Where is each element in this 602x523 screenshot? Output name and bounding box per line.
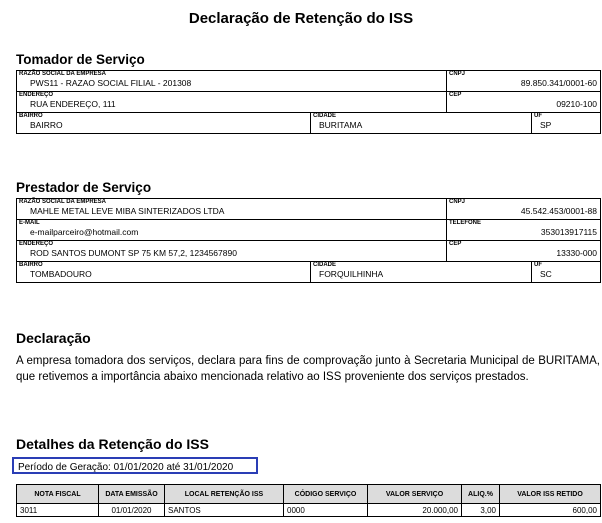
cell-codigo-servico: 0000 xyxy=(284,504,368,517)
tomador-bairro-cell xyxy=(17,113,311,134)
tomador-endereco-cell xyxy=(17,92,447,113)
field-label: CIDADE xyxy=(313,113,337,119)
field-label: TELEFONE xyxy=(449,220,482,226)
field-label: CIDADE xyxy=(313,262,337,268)
cell-nota-fiscal: 3011 xyxy=(17,504,99,517)
column-header: NOTA FISCAL xyxy=(17,485,99,504)
cidade-uf-split xyxy=(313,113,598,133)
cell-data-emissao: 01/01/2020 xyxy=(99,504,165,517)
retencao-table xyxy=(16,484,601,517)
detalhes-heading: Detalhes da Retenção do ISS xyxy=(16,436,209,452)
prestador-uf-cell xyxy=(532,262,599,282)
prestador-endereco-cell xyxy=(17,241,447,262)
field-label: CNPJ xyxy=(449,199,466,205)
field-label: E-MAIL xyxy=(19,220,40,226)
column-header: CÓDIGO SERVIÇO xyxy=(284,485,368,504)
tomador-cep-value: 09210-100 xyxy=(556,99,597,109)
column-header: VALOR ISS RETIDO xyxy=(500,485,601,504)
prestador-cnpj-cell xyxy=(447,199,601,220)
field-label: CEP xyxy=(449,92,462,98)
tomador-cep-cell xyxy=(447,92,601,113)
field-label: CNPJ xyxy=(449,71,466,77)
column-header: DATA EMISSÃO xyxy=(99,485,165,504)
prestador-razao-value: MAHLE METAL LEVE MIBA SINTERIZADOS LTDA xyxy=(30,206,225,216)
tomador-bairro-value: BAIRRO xyxy=(30,120,63,130)
field-label: BAIRRO xyxy=(19,262,43,268)
prestador-telefone-cell xyxy=(447,220,601,241)
declaracao-heading: Declaração xyxy=(16,330,91,346)
cell-valor-servico: 20.000,00 xyxy=(368,504,462,517)
prestador-cep-value: 13330-000 xyxy=(556,248,598,258)
document-title: Declaração de Retenção do ISS xyxy=(188,10,414,27)
column-header: LOCAL RETENÇÃO ISS xyxy=(165,485,284,504)
field-label: ENDEREÇO xyxy=(19,92,54,98)
field-label: ENDEREÇO xyxy=(19,241,54,247)
tomador-uf-value: SP xyxy=(540,120,552,130)
tomador-razao-value: PWS11 - RAZAO SOCIAL FILIAL - 201308 xyxy=(30,78,192,88)
declaracao-text: A empresa tomadora dos serviços, declara para fins de comprovação junto à Secretaria Municipal de BURITAMA, que retivemos a importância abaixo mencionada relativo ao ISS proveniente dos serviços prestados. xyxy=(16,355,600,383)
prestador-cidade-uf-cell xyxy=(311,262,601,283)
prestador-email-value: e-mailparceiro@hotmail.com xyxy=(30,227,139,237)
cidade-uf-split xyxy=(313,262,598,282)
prestador-bairro-value: TOMBADOURO xyxy=(30,269,92,279)
prestador-heading: Prestador de Serviço xyxy=(16,180,152,195)
field-label: CEP xyxy=(449,241,462,247)
tomador-heading: Tomador de Serviço xyxy=(16,52,145,67)
field-label: UF xyxy=(534,262,542,268)
prestador-table xyxy=(16,198,601,283)
field-label: UF xyxy=(534,113,542,119)
field-label: BAIRRO xyxy=(19,113,43,119)
prestador-endereco-value: ROD SANTOS DUMONT SP 75 KM 57,2, 1234567890 xyxy=(30,248,237,258)
field-label: RAZÃO SOCIAL DA EMPRESA xyxy=(19,71,107,77)
table-row xyxy=(17,504,601,517)
field-label: RAZÃO SOCIAL DA EMPRESA xyxy=(19,199,107,205)
tomador-table xyxy=(16,70,601,134)
tomador-cidade-value: BURITAMA xyxy=(319,120,363,130)
prestador-cep-cell xyxy=(447,241,601,262)
table-header-row xyxy=(17,485,601,504)
prestador-telefone-value: 353013917115 xyxy=(540,227,598,237)
prestador-cidade-value: FORQUILHINHA xyxy=(319,269,384,279)
tomador-uf-cell xyxy=(532,113,599,133)
cell-local-retencao: SANTOS xyxy=(165,504,284,517)
prestador-razao-cell xyxy=(17,199,447,220)
tomador-endereco-value: RUA ENDEREÇO, 111 xyxy=(30,99,116,109)
column-header: VALOR SERVIÇO xyxy=(368,485,462,504)
prestador-cnpj-value: 45.542.453/0001-88 xyxy=(520,206,598,216)
tomador-cidade-uf-cell xyxy=(311,113,601,134)
tomador-razao-cell xyxy=(17,71,447,92)
cell-valor-iss-retido: 600,00 xyxy=(500,504,601,517)
cell-aliquota: 3,00 xyxy=(462,504,500,517)
column-header: ALIQ.% xyxy=(462,485,500,504)
prestador-bairro-cell xyxy=(17,262,311,283)
tomador-cnpj-value: 89.850.341/0001-60 xyxy=(520,78,597,88)
prestador-email-cell xyxy=(17,220,447,241)
tomador-cidade-cell xyxy=(313,113,532,133)
periodo-geracao: Período de Geração: 01/01/2020 até 31/01/2020 xyxy=(12,457,258,474)
tomador-cnpj-cell xyxy=(447,71,601,92)
prestador-cidade-cell xyxy=(313,262,532,282)
prestador-uf-value: SC xyxy=(540,269,552,279)
